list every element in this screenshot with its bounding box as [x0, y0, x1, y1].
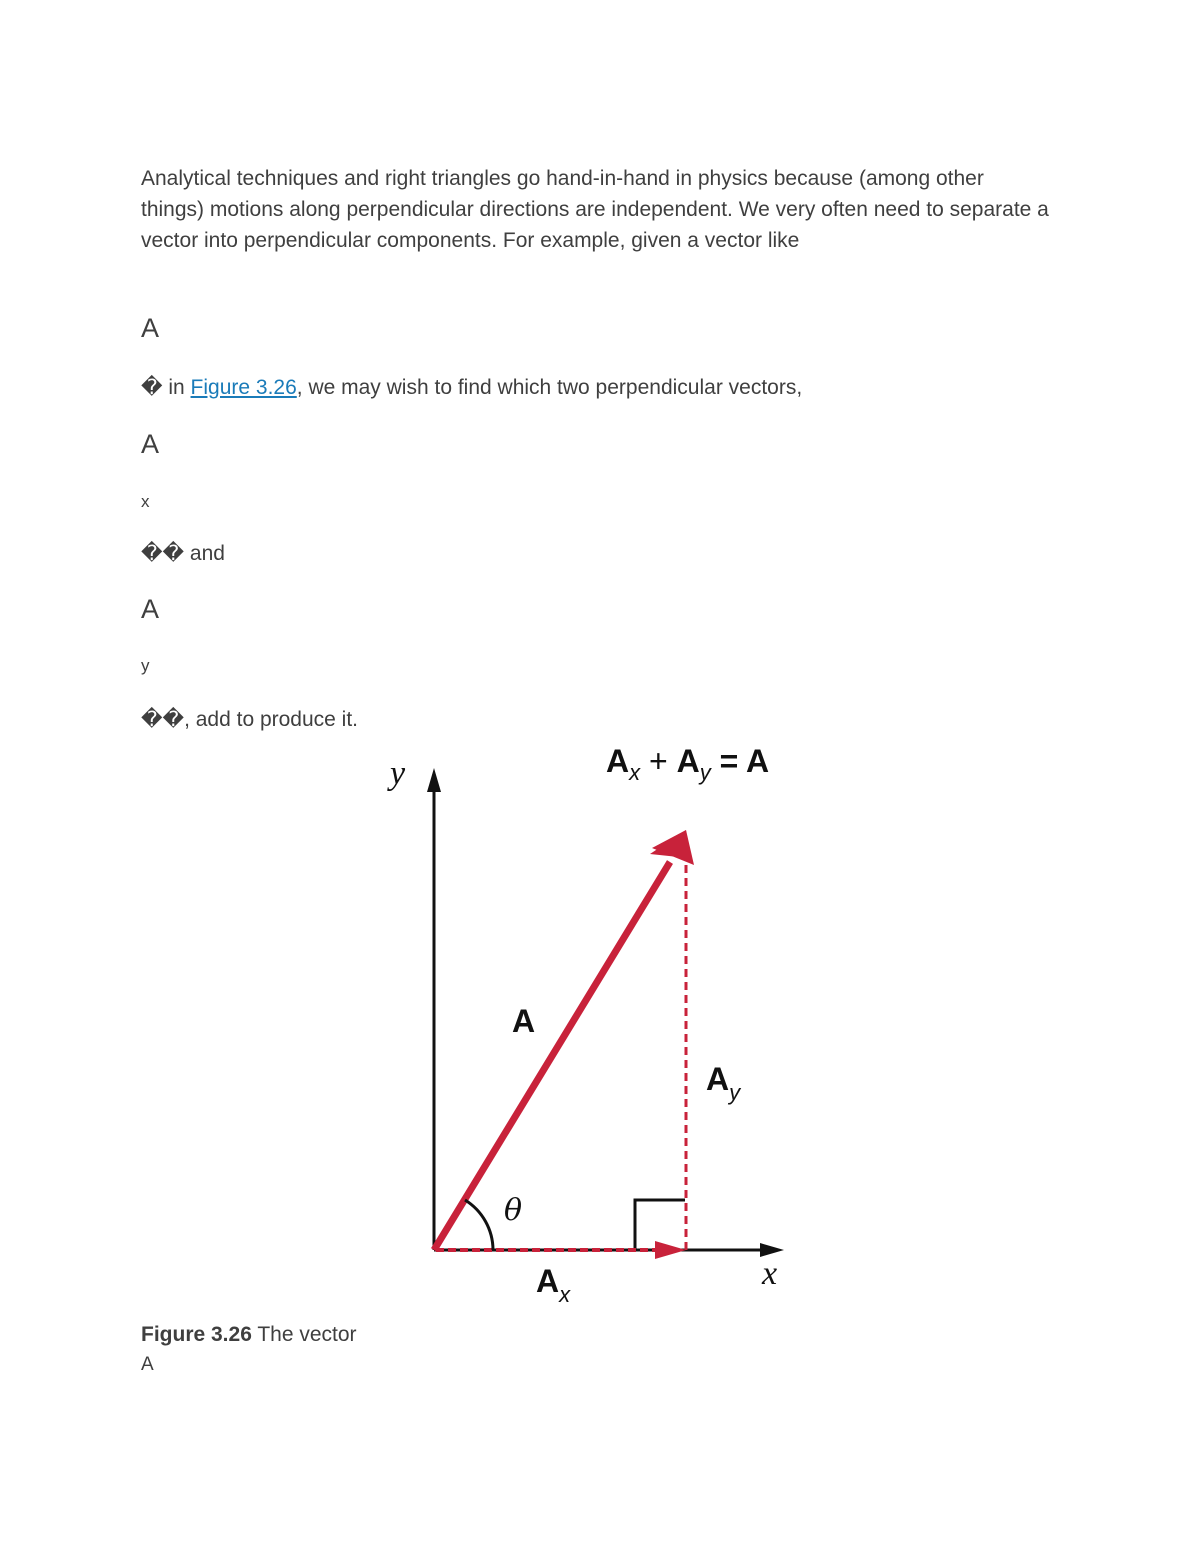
vector-components-figure: [360, 740, 840, 1320]
label-ay: $A_y$: [706, 1061, 741, 1105]
subscript-y: y: [141, 656, 150, 675]
add-line: ��, add to produce it.: [141, 708, 359, 731]
figure-caption: [141, 1320, 357, 1350]
caption-text: The vector: [251, 1323, 357, 1346]
theta-arc: [465, 1200, 493, 1250]
figure-reference-line: [141, 372, 1051, 403]
y-axis-arrowhead: [427, 768, 441, 792]
and-line: �� and: [141, 542, 225, 565]
caption-symbol-a: A: [141, 1354, 154, 1375]
replacement-char: � in: [141, 376, 191, 399]
caption-figure-number: Figure 3.26: [141, 1323, 252, 1346]
ax-arrowhead: [655, 1241, 686, 1259]
reference-suffix: , we may wish to find which two perpendicular vectors,: [296, 376, 803, 399]
label-a: A: [512, 1003, 536, 1039]
equation: $A_x + A_y = A$: [606, 743, 770, 785]
x-axis-label: x: [762, 1255, 778, 1292]
figure-link[interactable]: Figure 3.26: [190, 376, 297, 399]
subscript-x: x: [141, 492, 150, 511]
symbol-a-1: A: [141, 313, 160, 343]
label-ax: $A_x$: [536, 1263, 571, 1307]
symbol-a-2: A: [141, 429, 160, 459]
theta-label: θ: [504, 1193, 523, 1228]
y-axis-label: y: [390, 755, 406, 792]
a-arrowhead-fill: [652, 830, 694, 865]
symbol-a-3: A: [141, 594, 160, 624]
a-vector: [434, 862, 670, 1250]
intro-paragraph: Analytical techniques and right triangles go hand-in-hand in physics because (among other things) motions along perpendicular directions are independent. We very often need to separate a vector into perpendicular components. For example, given a vector like: [141, 167, 1049, 252]
